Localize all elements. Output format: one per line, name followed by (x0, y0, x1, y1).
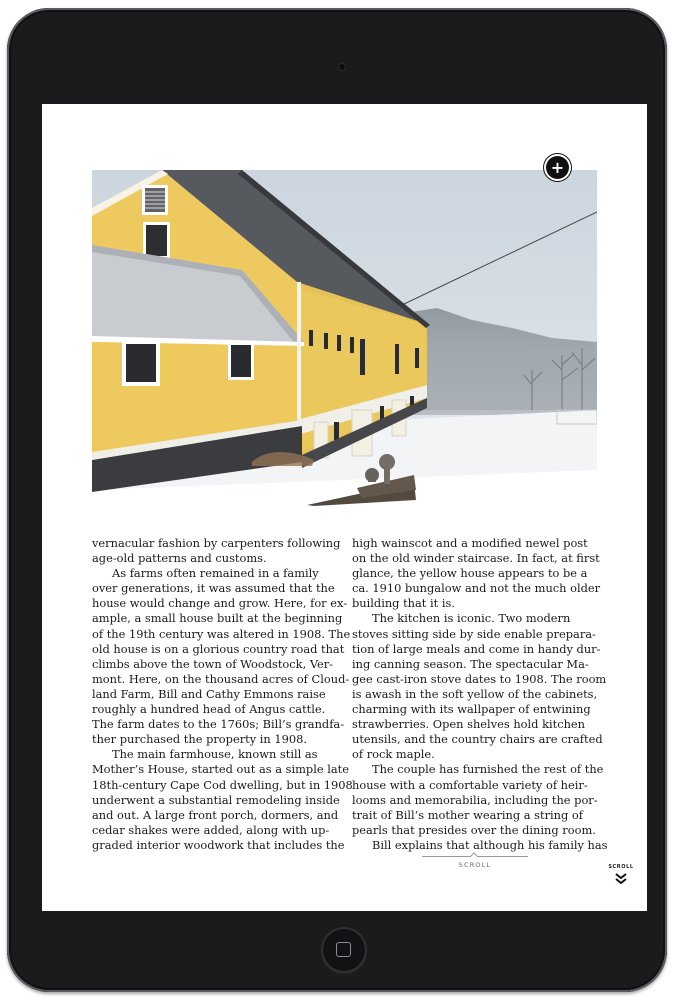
article-column-left (92, 536, 353, 853)
article-text-line: vernacular fashion by carpenters following (92, 536, 341, 550)
article-text-line: charming with its wallpaper of entwining (352, 702, 591, 717)
article-text-line: underwent a substantial remodeling inside (92, 792, 340, 807)
plus-icon: + (550, 158, 565, 177)
article-text-line: Bill explains that although his family has (372, 837, 608, 852)
article-text-line: looms and memorabilia, including the por- (352, 792, 598, 807)
scroll-indicator-corner[interactable] (608, 864, 634, 894)
article-text-line: mont. Here, on the thousand acres of Cloud- (92, 671, 350, 686)
article-text-line: high wainscot and a modified newel post (352, 536, 588, 550)
article-text-line: over generations, it was assumed that the (92, 581, 335, 596)
double-chevron-down-icon (615, 873, 627, 886)
tablet-frame (7, 8, 667, 992)
article-text-line: The kitchen is iconic. Two modern (372, 611, 571, 626)
article-text-line: climbs above the town of Woodstock, Ver- (92, 656, 334, 671)
article-text-line: ample, a small house built at the beginning (92, 611, 343, 626)
home-square-icon (336, 942, 351, 957)
article-text-line: roughly a hundred head of Angus cattle. (92, 702, 326, 717)
barn-in-snow-photo-icon (92, 170, 597, 506)
article-text-line: stoves sitting side by side enable prepara- (352, 626, 596, 641)
article-text-line: The couple has furnished the rest of the (372, 762, 604, 777)
article-text-line: age-old patterns and customs. (92, 551, 267, 566)
article-text-line: ther purchased the property in 1908. (92, 732, 307, 747)
article-text-line: land Farm, Bill and Cathy Emmons raise (92, 686, 326, 701)
scroll-indicator-center[interactable] (422, 852, 528, 872)
scroll-corner-label: SCROLL (608, 864, 634, 870)
article-text-line: pearls that presides over the dining room. (352, 822, 596, 837)
article-text-line: Mother’s House, started out as a simple late (92, 762, 349, 777)
article-text-line: utensils, and the country chairs are crafted (352, 732, 603, 747)
article-text-line: 18th-century Cape Cod dwelling, but in 1908 (92, 777, 353, 792)
article-text-line: house would change and grow. Here, for ex- (92, 596, 348, 611)
article-text-line: tion of large meals and come in handy dur- (352, 641, 601, 656)
article-text-line: ca. 1910 bungalow and not the much older (352, 581, 601, 596)
article-text-line: The farm dates to the 1760s; Bill’s grandfa- (92, 717, 345, 732)
scroll-label: SCROLL (458, 861, 492, 869)
expand-photo-button[interactable] (546, 156, 569, 179)
home-button[interactable] (321, 927, 367, 973)
article-text-line: strawberries. Open shelves hold kitchen (352, 717, 586, 732)
article-text-line: building that it is. (352, 596, 455, 611)
article-text-line: cedar shakes were added, along with up- (92, 822, 330, 837)
article-text-line: is awash in the soft yellow of the cabinets, (352, 686, 598, 701)
article-text-line: gee cast-iron stove dates to 1908. The room (352, 671, 607, 686)
magazine-page[interactable] (42, 104, 647, 911)
article-text-line: trait of Bill’s mother wearing a string of (352, 807, 583, 822)
article-text-line: graded interior woodwork that includes the (92, 837, 345, 852)
article-text-line: and out. A large front porch, dormers, and (92, 807, 339, 822)
article-column-right (352, 536, 608, 853)
article-text-line: old house is on a glorious country road that (92, 641, 345, 656)
article-text-line: of the 19th century was altered in 1908. The (92, 626, 351, 641)
article-text-line: of rock maple. (352, 747, 435, 762)
caret-up-icon (470, 852, 478, 860)
article-text-line: on the old winder staircase. In fact, at first (352, 551, 600, 566)
article-text-line: house with a comfortable variety of heir- (352, 777, 588, 792)
article-text-line: glance, the yellow house appears to be a (352, 566, 588, 581)
front-camera-icon (338, 63, 346, 71)
article-text-line: ing canning season. The spectacular Ma- (352, 656, 589, 671)
article-text-line: As farms often remained in a family (112, 566, 319, 581)
article-text-line: The main farmhouse, known still as (112, 747, 318, 762)
article-photo[interactable] (92, 170, 597, 506)
